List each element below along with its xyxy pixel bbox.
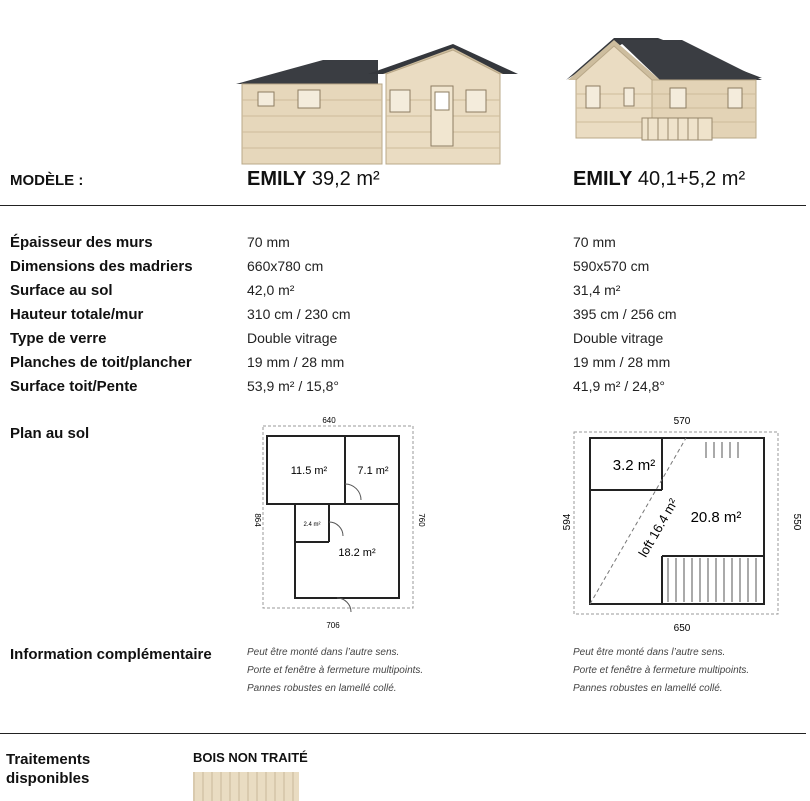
spec-value-2: 395 cm / 256 cm (573, 306, 677, 322)
spec-row (10, 282, 810, 306)
spec-value-2: Double vitrage (573, 330, 664, 346)
spec-value-2: 19 mm / 28 mm (573, 354, 671, 370)
info-line: Peut être monté dans l’autre sens. (573, 647, 726, 658)
info-model2 (573, 644, 749, 698)
plan1-room-4: 18.2 m² (338, 547, 376, 559)
plan2-dim-bottom: 650 (673, 623, 691, 634)
wood-swatch (193, 772, 299, 801)
plan2-room-1: 3.2 m² (612, 457, 656, 474)
model1-name: EMILY (247, 168, 307, 190)
spec-label: Hauteur totale/mur (10, 306, 144, 323)
spec-row (10, 258, 810, 282)
spec-value-2: 70 mm (573, 234, 616, 250)
plan1-dim-right: 760 (417, 513, 426, 527)
divider-top (0, 205, 806, 206)
model1-title (247, 168, 380, 191)
plan-label: Plan au sol (10, 425, 90, 442)
cabin-image-emily-40 (562, 30, 772, 150)
model2-size: 40,1+5,2 m² (637, 168, 746, 190)
info-label: Information complémentaire (10, 646, 212, 663)
plan1-dim-top: 640 (322, 416, 336, 425)
plan1-room-1: 11.5 m² (290, 465, 328, 477)
floor-plan-2 (562, 412, 806, 634)
plan2-room-2: 20.8 m² (690, 509, 742, 526)
spec-value-2: 31,4 m² (573, 282, 621, 298)
spec-label: Type de verre (10, 330, 107, 347)
spec-value-1: 42,0 m² (247, 282, 295, 298)
model2-title (573, 168, 745, 191)
spec-label: Surface au sol (10, 282, 113, 299)
model1-size: 39,2 m² (311, 168, 380, 190)
spec-label: Planches de toit/plancher (10, 354, 192, 371)
plan2-dim-left: 594 (562, 513, 573, 531)
divider-bottom (0, 733, 806, 734)
spec-row (10, 306, 810, 330)
model-label: MODÈLE : (10, 172, 84, 189)
spec-value-1: Double vitrage (247, 330, 338, 346)
treatments-label-line2: disponibles (6, 770, 90, 787)
floor-plan-1 (245, 412, 435, 634)
spec-label: Épaisseur des murs (10, 234, 153, 251)
spec-label: Dimensions des madriers (10, 258, 193, 275)
info-line: Porte et fenêtre à fermeture multipoints. (573, 665, 750, 676)
info-line: Pannes robustes en lamellé collé. (247, 683, 397, 694)
treatment-option-label: BOIS NON TRAITÉ (193, 750, 308, 765)
spec-value-1: 53,9 m² / 15,8° (247, 378, 339, 394)
spec-value-1: 70 mm (247, 234, 290, 250)
spec-row (10, 354, 810, 378)
spec-value-1: 310 cm / 230 cm (247, 306, 351, 322)
plan1-room-2: 7.1 m² (357, 465, 389, 477)
plan1-dim-bottom: 706 (326, 621, 340, 630)
plan2-dim-right: 550 (791, 513, 802, 531)
spec-row (10, 330, 810, 354)
model2-name: EMILY (573, 168, 633, 190)
treatments-label-line1: Traitements (6, 751, 91, 768)
spec-value-1: 19 mm / 28 mm (247, 354, 345, 370)
plan1-dim-left: 864 (253, 513, 262, 527)
info-line: Porte et fenêtre à fermeture multipoints. (247, 665, 424, 676)
info-line: Pannes robustes en lamellé collé. (573, 683, 723, 694)
spec-value-1: 660x780 cm (247, 258, 324, 274)
spec-value-2: 41,9 m² / 24,8° (573, 378, 665, 394)
info-model1 (247, 644, 423, 698)
specs-table (10, 234, 810, 402)
plan2-loft: loft 16.4 m² (635, 495, 681, 560)
plan2-dim-top: 570 (673, 416, 691, 427)
spec-row (10, 234, 810, 258)
spec-label: Surface toit/Pente (10, 378, 138, 395)
cabin-image-emily-39 (228, 38, 528, 158)
spec-row (10, 378, 810, 402)
info-line: Peut être monté dans l’autre sens. (247, 647, 400, 658)
spec-value-2: 590x570 cm (573, 258, 650, 274)
treatments-label (6, 750, 90, 788)
plan1-room-3: 2.4 m² (303, 522, 321, 528)
